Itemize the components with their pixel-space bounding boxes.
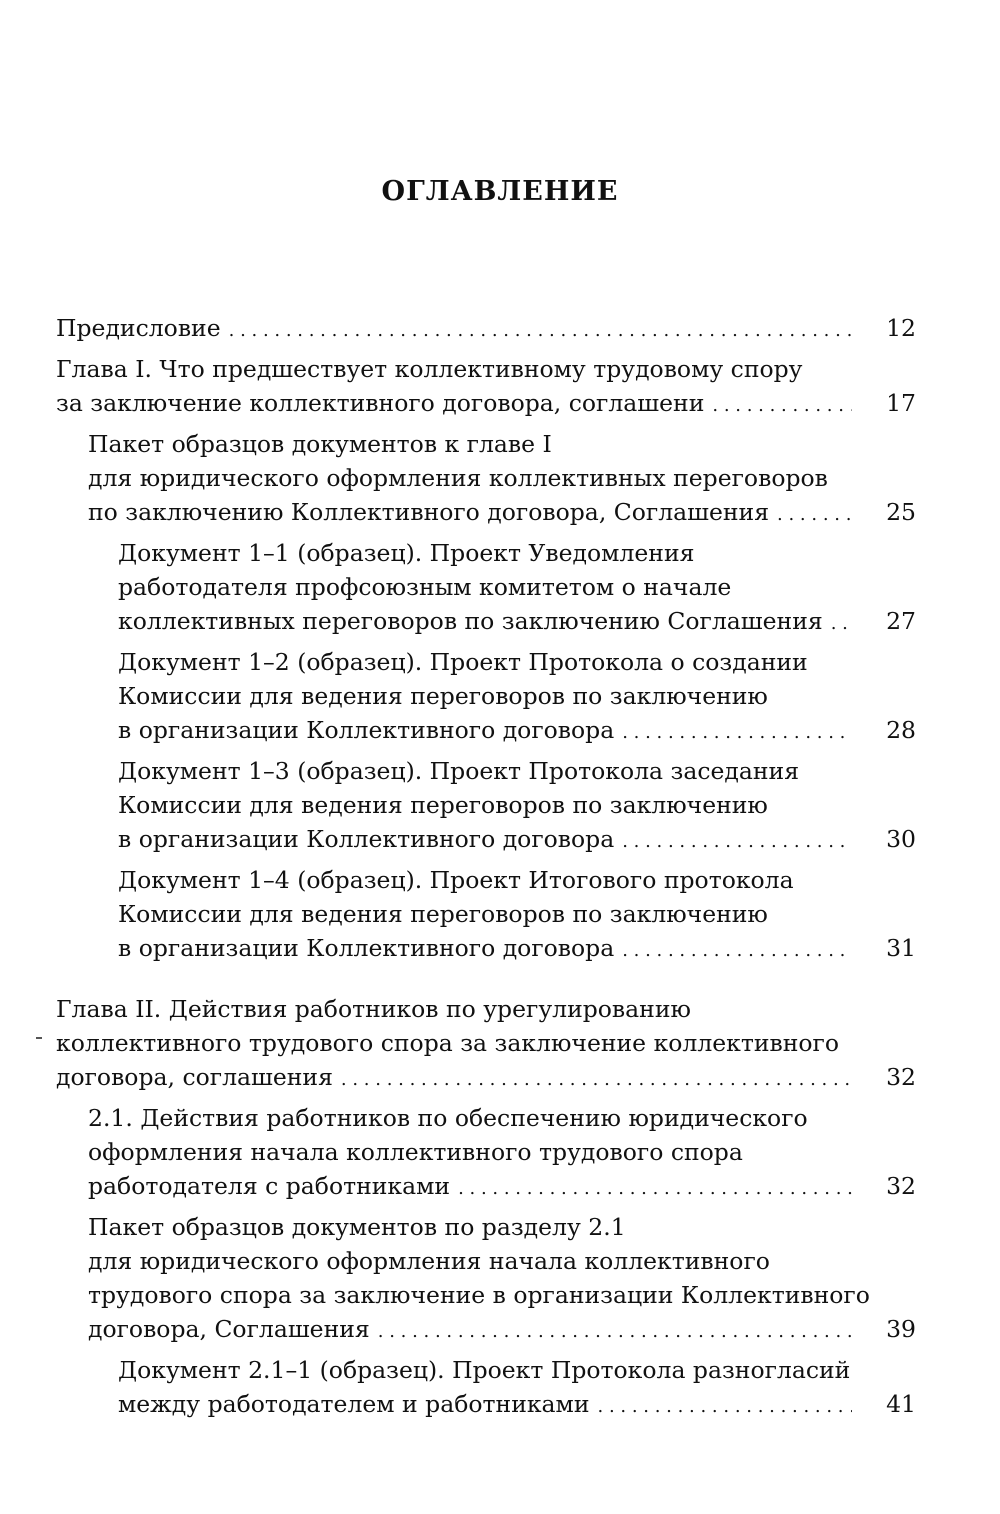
toc-entry-section-2-1[interactable]: [56, 1101, 916, 1206]
dot-leader: [378, 1315, 852, 1349]
toc-page-number: 17: [886, 389, 916, 417]
toc-entry-chapter-1[interactable]: [56, 352, 916, 423]
dot-leader: [622, 716, 852, 750]
toc-entry-text: для юридического оформления коллективных переговоров: [88, 464, 828, 492]
toc-entry-text: Пакет образцов документов по разделу 2.1: [88, 1213, 626, 1241]
toc-entry-text: Глава I. Что предшествует коллективному трудовому спору: [56, 355, 803, 383]
toc-entry-text: Документ 1–3 (образец). Проект Протокола заседания: [118, 757, 800, 785]
toc-page-number: 25: [886, 498, 916, 526]
toc-entry-text: Документ 1–4 (образец). Проект Итогового протокола: [118, 866, 794, 894]
toc-page-number: 30: [886, 825, 916, 853]
toc-entry-text: Комиссии для ведения переговоров по заключению: [118, 900, 768, 928]
toc-entry-document-1-1[interactable]: [56, 536, 916, 641]
toc-entry-text: для юридического оформления начала коллективного: [88, 1247, 770, 1275]
toc-entry-package-2-1[interactable]: [56, 1210, 916, 1349]
toc-entry-text: договора, соглашения: [56, 1063, 333, 1091]
toc-entry-text: коллективных переговоров по заключению Соглашения: [118, 607, 823, 635]
toc-entry-text: Предисловие: [56, 314, 221, 342]
toc-entry-text: Документ 1–1 (образец). Проект Уведомления: [118, 539, 695, 567]
toc-page-number: 41: [886, 1390, 916, 1418]
dot-leader: [229, 314, 852, 348]
toc-entry-text: по заключению Коллективного договора, Соглашения: [88, 498, 770, 526]
toc-entry-document-1-4[interactable]: [56, 863, 916, 968]
dot-leader: [712, 389, 852, 423]
toc-entry-text: в организации Коллективного договора: [118, 934, 615, 962]
dot-leader: [831, 607, 852, 641]
toc-entry-text: работодателя с работниками: [88, 1172, 451, 1200]
toc-entry-package-1[interactable]: [56, 427, 916, 532]
toc-entry-text: Комиссии для ведения переговоров по заключению: [118, 682, 768, 710]
dot-leader: [341, 1063, 852, 1097]
toc-entry-preface[interactable]: [56, 311, 916, 348]
toc-page-number: 32: [886, 1063, 916, 1091]
toc-entry-text: трудового спора за заключение в организации Коллективного: [88, 1281, 870, 1309]
toc-entry-text: Документ 1–2 (образец). Проект Протокола о создании: [118, 648, 808, 676]
toc-entry-text: Комиссии для ведения переговоров по заключению: [118, 791, 768, 819]
toc-entry-text: Пакет образцов документов к главе I: [88, 430, 552, 458]
toc-entry-document-1-2[interactable]: [56, 645, 916, 750]
toc-entry-chapter-2[interactable]: [56, 992, 916, 1097]
dot-leader: [777, 498, 852, 532]
toc-entry-text: оформления начала коллективного трудового спора: [88, 1138, 743, 1166]
dot-leader: [622, 934, 852, 968]
toc-page-number: 39: [886, 1315, 916, 1343]
dot-leader: [458, 1172, 852, 1206]
toc-entry-text: работодателя профсоюзным комитетом о начале: [118, 573, 732, 601]
toc-entry-document-2-1-1[interactable]: [56, 1353, 916, 1424]
toc-entry-text: договора, Соглашения: [88, 1315, 370, 1343]
toc-page-number: 32: [886, 1172, 916, 1200]
toc-entry-text: в организации Коллективного договора: [118, 825, 615, 853]
dot-leader: [598, 1390, 853, 1424]
margin-mark: [36, 1037, 42, 1039]
toc-entry-text: за заключение коллективного договора, соглашени: [56, 389, 705, 417]
table-of-contents: [56, 311, 916, 1424]
toc-entry-text: Глава II. Действия работников по урегулированию: [56, 995, 691, 1023]
toc-entry-document-1-3[interactable]: [56, 754, 916, 859]
page-title: ОГЛАВЛЕНИЕ: [381, 176, 619, 207]
toc-page-number: 27: [886, 607, 916, 635]
toc-page-number: 28: [886, 716, 916, 744]
dot-leader: [622, 825, 852, 859]
toc-entry-text: между работодателем и работниками: [118, 1390, 590, 1418]
toc-page-number: 31: [886, 934, 916, 962]
toc-entry-text: Документ 2.1–1 (образец). Проект Протокола разногласий: [118, 1356, 851, 1384]
toc-entry-text: в организации Коллективного договора: [118, 716, 615, 744]
toc-entry-text: коллективного трудового спора за заключение коллективного: [56, 1029, 840, 1057]
toc-entry-text: 2.1. Действия работников по обеспечению юридического: [88, 1104, 808, 1132]
toc-page-number: 12: [886, 314, 916, 342]
